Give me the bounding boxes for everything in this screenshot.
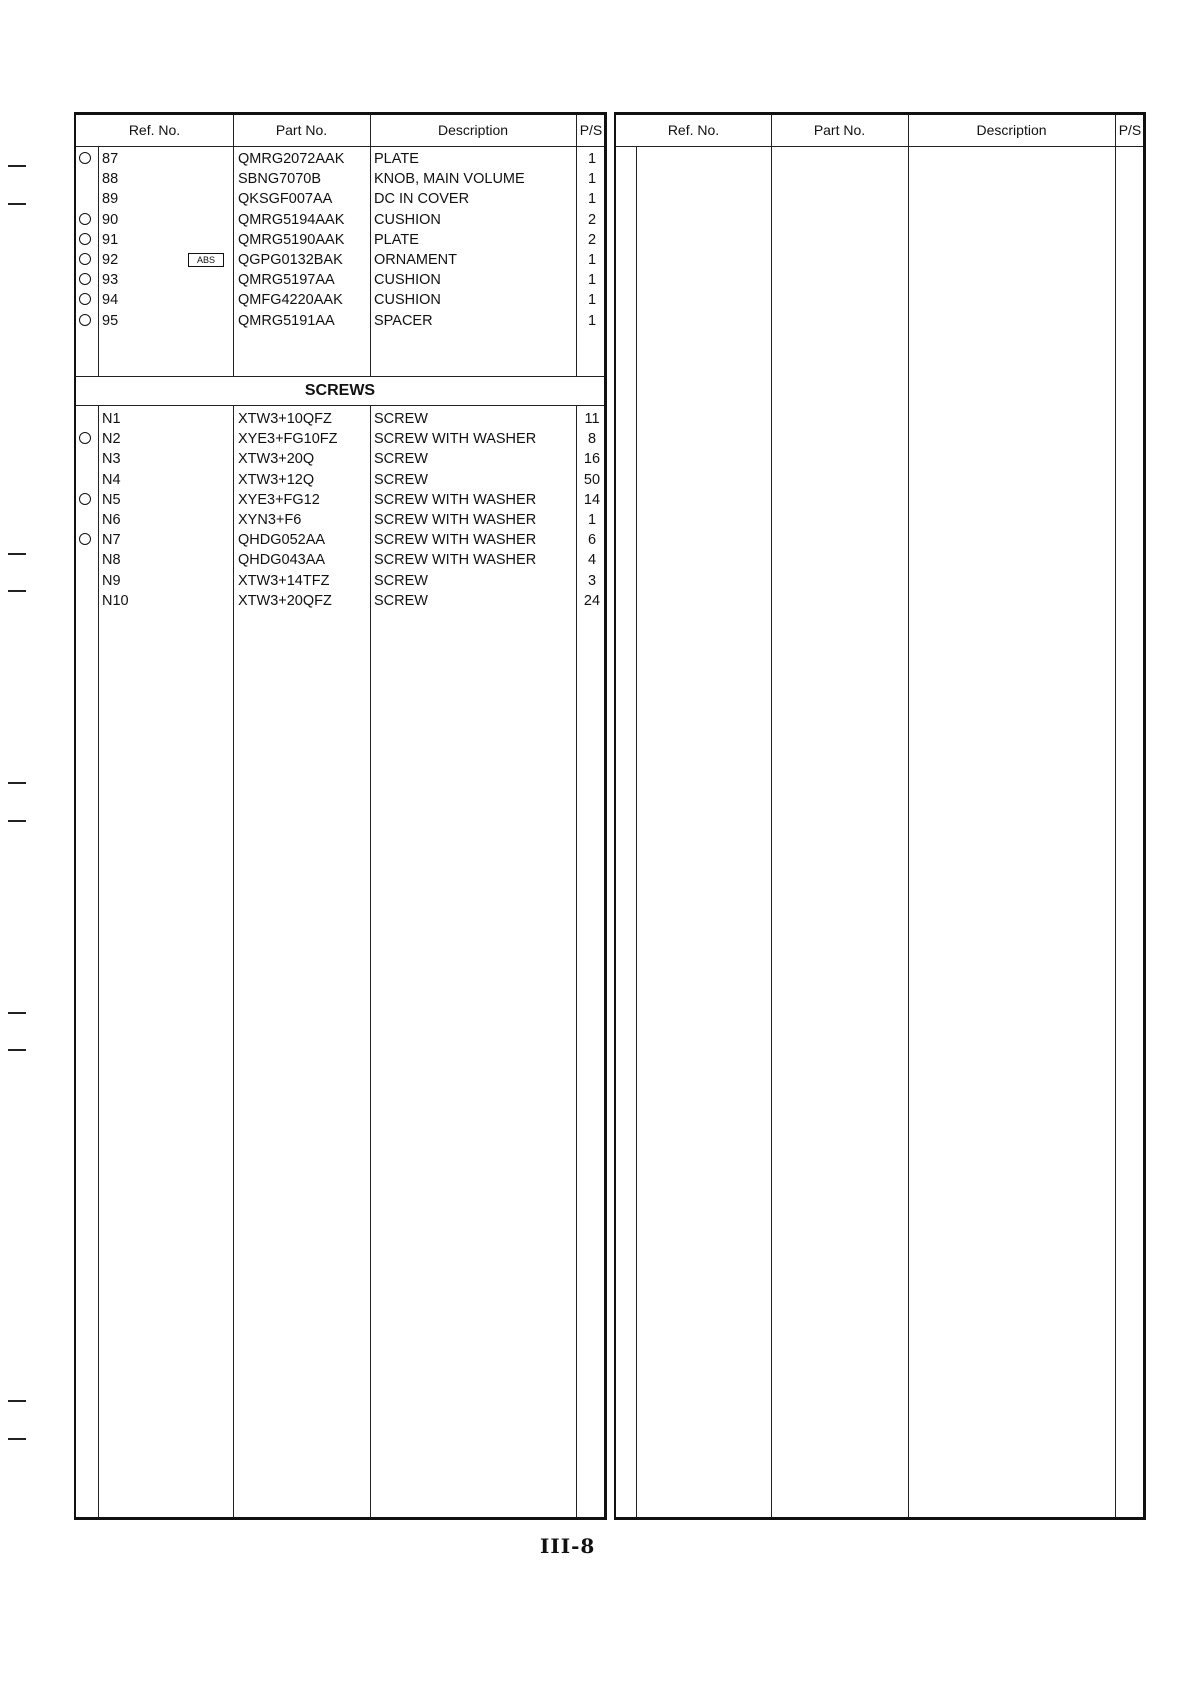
circle-mark-icon — [79, 314, 91, 326]
description: CUSHION — [374, 211, 441, 228]
header-ps: P/S — [1118, 122, 1142, 138]
ref-number: N6 — [102, 512, 121, 528]
quantity: 1 — [587, 272, 597, 289]
header-part: Part No. — [275, 122, 328, 138]
quantity: 4 — [587, 552, 597, 569]
part-number: XTW3+20Q — [238, 451, 315, 468]
description: SCREW — [374, 411, 428, 427]
table-row — [76, 149, 604, 169]
margin-tick — [8, 203, 26, 205]
ref-number: 93 — [102, 272, 119, 289]
description: SCREW — [374, 471, 428, 488]
description: CUSHION — [374, 292, 441, 309]
quantity: 6 — [587, 532, 597, 549]
quantity: 2 — [587, 211, 597, 228]
part-number: QGPG0132BAK — [238, 252, 343, 268]
table-row — [76, 290, 604, 310]
circle-mark-icon — [79, 152, 91, 164]
part-number: QHDG043AA — [238, 552, 326, 569]
quantity: 1 — [587, 512, 597, 528]
margin-tick — [8, 1012, 26, 1014]
part-number: QKSGF007AA — [238, 191, 333, 208]
margin-tick — [8, 1438, 26, 1440]
description: SPACER — [374, 312, 433, 329]
description: KNOB, MAIN VOLUME — [374, 171, 525, 188]
part-number: QMRG5194AAK — [238, 211, 345, 228]
circle-mark-icon — [79, 533, 91, 545]
ref-number: N7 — [102, 532, 121, 549]
part-number: XTW3+20QFZ — [238, 592, 332, 609]
part-number: QMRG5190AAK — [238, 231, 345, 248]
description: DC IN COVER — [374, 191, 470, 208]
quantity: 24 — [583, 592, 601, 609]
margin-tick — [8, 1400, 26, 1402]
header-ref: Ref. No. — [667, 122, 720, 138]
ref-number: 87 — [102, 151, 119, 167]
margin-tick — [8, 553, 26, 555]
table-row — [76, 409, 604, 429]
description: SCREW — [374, 572, 428, 589]
page-number: III-8 — [540, 1534, 596, 1558]
column-divider — [636, 146, 637, 1517]
section-rule — [76, 405, 604, 406]
ref-number: N8 — [102, 552, 121, 569]
part-number: XYE3+FG12 — [238, 491, 320, 508]
table-row — [76, 530, 604, 550]
circle-mark-icon — [79, 213, 91, 225]
quantity: 50 — [583, 471, 601, 488]
table-row — [76, 311, 604, 331]
header-ps: P/S — [579, 122, 603, 138]
material-badge: ABS — [188, 253, 224, 267]
circle-mark-icon — [79, 273, 91, 285]
quantity: 1 — [587, 191, 597, 208]
table-row — [76, 429, 604, 449]
ref-number: 90 — [102, 211, 119, 228]
column-divider — [98, 146, 99, 1517]
ref-number: 95 — [102, 312, 119, 329]
quantity: 1 — [587, 171, 597, 188]
column-divider — [1115, 115, 1116, 1517]
table-row — [76, 210, 604, 230]
description: SCREW WITH WASHER — [374, 512, 537, 528]
ref-number: N4 — [102, 471, 121, 488]
margin-tick — [8, 1049, 26, 1051]
description: SCREW — [374, 592, 428, 609]
part-number: QMFG4220AAK — [238, 292, 343, 309]
circle-mark-icon — [79, 432, 91, 444]
table-row — [76, 250, 604, 270]
quantity: 1 — [587, 151, 597, 167]
column-divider — [771, 115, 772, 1517]
ref-number: N10 — [102, 592, 129, 609]
part-number: QMRG5191AA — [238, 312, 335, 329]
header-desc: Description — [976, 122, 1047, 138]
part-number: XYE3+FG10FZ — [238, 431, 338, 448]
column-divider — [908, 115, 909, 1517]
quantity: 14 — [583, 491, 601, 508]
header-rule — [616, 146, 1143, 147]
description: ORNAMENT — [374, 252, 457, 268]
description: PLATE — [374, 151, 419, 167]
parts-table-left — [74, 112, 607, 1520]
quantity: 1 — [587, 292, 597, 309]
margin-tick — [8, 820, 26, 822]
margin-tick — [8, 782, 26, 784]
parts-table-right — [614, 112, 1146, 1520]
quantity: 11 — [584, 411, 600, 427]
header-ref: Ref. No. — [128, 122, 181, 138]
table-row — [76, 470, 604, 490]
quantity: 2 — [587, 231, 597, 248]
description: SCREW WITH WASHER — [374, 491, 537, 508]
description: SCREW WITH WASHER — [374, 532, 537, 549]
table-row — [76, 490, 604, 510]
margin-tick — [8, 165, 26, 167]
table-row — [76, 270, 604, 290]
margin-tick — [8, 590, 26, 592]
description: SCREW WITH WASHER — [374, 552, 537, 569]
table-row — [76, 189, 604, 209]
table-row — [76, 510, 604, 530]
quantity: 8 — [587, 431, 597, 448]
quantity: 1 — [587, 252, 597, 268]
quantity: 16 — [583, 451, 601, 468]
circle-mark-icon — [79, 493, 91, 505]
table-row — [76, 169, 604, 189]
table-row — [76, 230, 604, 250]
header-part: Part No. — [813, 122, 866, 138]
quantity: 1 — [587, 312, 597, 329]
ref-number: N2 — [102, 431, 121, 448]
circle-mark-icon — [79, 293, 91, 305]
ref-number: N5 — [102, 491, 121, 508]
part-number: SBNG7070B — [238, 171, 322, 188]
circle-mark-icon — [79, 253, 91, 265]
ref-number: 88 — [102, 171, 119, 188]
part-number: XTW3+10QFZ — [238, 411, 332, 427]
part-number: XYN3+F6 — [238, 512, 302, 528]
description: PLATE — [374, 231, 419, 248]
ref-number: N3 — [102, 451, 121, 468]
circle-mark-icon — [79, 233, 91, 245]
part-number: QMRG2072AAK — [238, 151, 345, 167]
ref-number: 91 — [102, 231, 119, 248]
table-row — [76, 449, 604, 469]
part-number: XTW3+12Q — [238, 471, 315, 488]
ref-number: 89 — [102, 191, 119, 208]
table-row — [76, 550, 604, 570]
header-desc: Description — [437, 122, 509, 138]
ref-number: N1 — [102, 411, 121, 427]
ref-number: N9 — [102, 572, 121, 589]
table-row — [76, 571, 604, 591]
description: SCREW — [374, 451, 428, 468]
part-number: QMRG5197AA — [238, 272, 335, 289]
description: CUSHION — [374, 272, 441, 289]
quantity: 3 — [587, 572, 597, 589]
ref-number: 94 — [102, 292, 119, 309]
part-number: XTW3+14TFZ — [238, 572, 330, 589]
ref-number: 92 — [102, 252, 119, 268]
description: SCREW WITH WASHER — [374, 431, 537, 448]
header-rule — [76, 146, 604, 147]
section-title-screws: SCREWS — [76, 377, 604, 405]
part-number: QHDG052AA — [238, 532, 326, 549]
table-row — [76, 591, 604, 611]
